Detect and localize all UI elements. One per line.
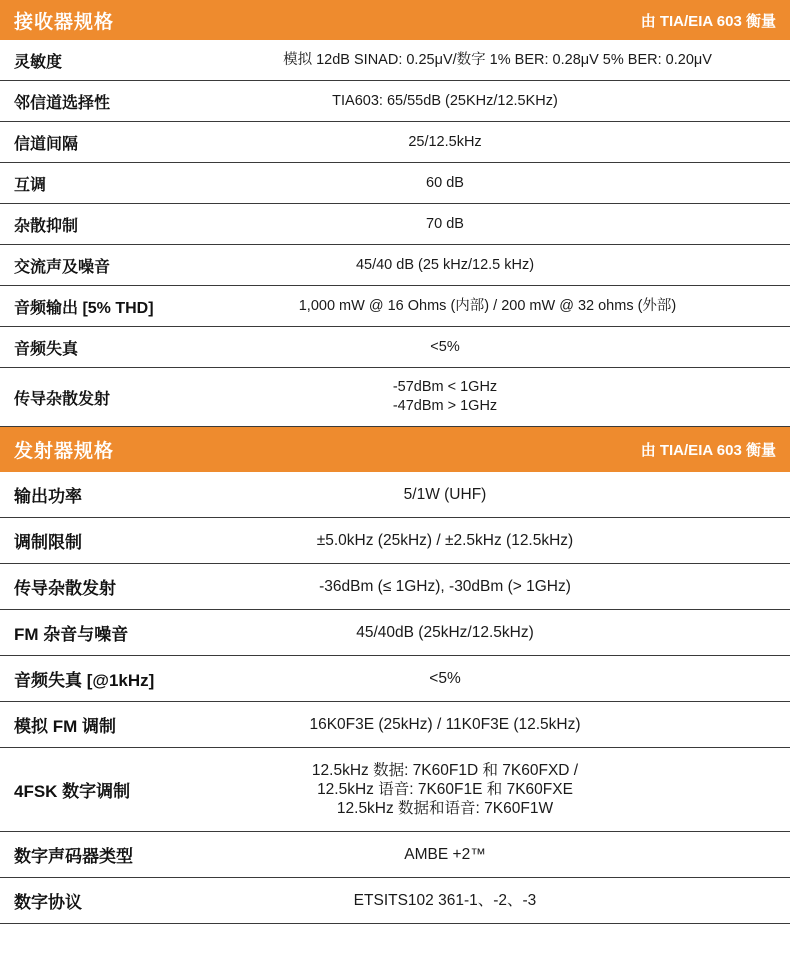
spec-label: 灵敏度 (14, 53, 63, 71)
transmitter-measurement-note: 由 TIA/EIA 603 衡量 (640, 442, 776, 459)
spec-label: 交流声及噪音 (14, 258, 111, 276)
receiver-section-header (0, 0, 790, 40)
spec-value: 5/1W (UHF) (403, 485, 487, 503)
spec-row-spurious-rejection (0, 204, 790, 245)
spec-row-audio-distortion-tx (0, 656, 790, 702)
spec-value: 60 dB (426, 175, 464, 191)
spec-value: ETSITS102 361-1、-2、-3 (353, 891, 537, 909)
spec-row-digital-protocol (0, 878, 790, 924)
spec-label: 音频失真 [@1kHz] (14, 671, 155, 690)
spec-label: 数字声码器类型 (14, 847, 133, 866)
spec-label: 4FSK 数字调制 (14, 782, 131, 801)
spec-value: -36dBm (≤ 1GHz), -30dBm (> 1GHz) (319, 577, 571, 595)
spec-row-audio-distortion (0, 327, 790, 368)
spec-label: 音频失真 (14, 340, 79, 358)
receiver-measurement-note: 由 TIA/EIA 603 衡量 (640, 12, 776, 30)
spec-value-line: 12.5kHz 语音: 7K60F1E 和 7K60FXE (317, 781, 573, 798)
spec-label: 互调 (14, 176, 47, 194)
spec-value: ±5.0kHz (25kHz) / ±2.5kHz (12.5kHz) (316, 531, 574, 549)
spec-label: 模拟 FM 调制 (14, 717, 116, 736)
spec-value-line: -57dBm < 1GHz (392, 379, 498, 395)
spec-row-conducted-spurious-emission (0, 368, 790, 427)
spec-value-line: -47dBm > 1GHz (392, 398, 498, 414)
spec-row-hum-and-noise (0, 245, 790, 286)
spec-label: 数字协议 (14, 893, 82, 912)
spec-value-line: 12.5kHz 数据和语音: 7K60F1W (336, 800, 554, 817)
spec-row-fm-hum-and-noise (0, 610, 790, 656)
spec-row-sensitivity (0, 40, 790, 81)
receiver-section-title: 接收器规格 (14, 11, 115, 33)
spec-value: 1,000 mW @ 16 Ohms (内部) / 200 mW @ 32 ohms (外部) (298, 298, 677, 314)
spec-row-modulation-limiting (0, 518, 790, 564)
spec-label: 音频输出 [5% THD] (14, 299, 154, 317)
spec-value: AMBE +2™ (404, 845, 486, 863)
spec-row-4fsk-digital-modulation (0, 748, 790, 832)
spec-value-line: 12.5kHz 数据: 7K60F1D 和 7K60FXD / (311, 762, 579, 779)
spec-row-audio-output (0, 286, 790, 327)
spec-row-adjacent-channel-selectivity (0, 81, 790, 122)
spec-label: 传导杂散发射 (14, 579, 116, 598)
spec-label: 杂散抑制 (14, 217, 79, 235)
transmitter-section-header (0, 427, 790, 472)
spec-row-analog-fm-modulation (0, 702, 790, 748)
spec-value: 25/12.5kHz (408, 134, 482, 150)
spec-label: 邻信道选择性 (14, 94, 111, 112)
spec-value: <5% (430, 339, 460, 355)
spec-label: 输出功率 (14, 487, 82, 506)
spec-value: 70 dB (426, 216, 464, 232)
spec-label: 传导杂散发射 (14, 390, 111, 408)
spec-value: <5% (429, 669, 461, 687)
spec-value: TIA603: 65/55dB (25KHz/12.5KHz) (332, 93, 558, 109)
spec-label: 调制限制 (14, 533, 82, 552)
spec-row-output-power (0, 472, 790, 518)
spec-row-intermodulation (0, 163, 790, 204)
spec-value: 模拟 12dB SINAD: 0.25μV/数字 1% BER: 0.28μV 5% BER: 0.20μV (283, 52, 712, 68)
transmitter-section (0, 427, 790, 924)
spec-row-digital-vocoder-type (0, 832, 790, 878)
spec-row-conducted-spurious-emission-tx (0, 564, 790, 610)
spec-value (205, 761, 790, 818)
spec-value (205, 378, 790, 416)
receiver-section (0, 0, 790, 427)
spec-value: 45/40 dB (25 kHz/12.5 kHz) (355, 257, 535, 273)
spec-label: FM 杂音与噪音 (14, 625, 129, 644)
spec-value: 45/40dB (25kHz/12.5kHz) (356, 623, 534, 641)
transmitter-section-title: 发射器规格 (14, 441, 115, 462)
spec-row-channel-spacing (0, 122, 790, 163)
spec-label: 信道间隔 (14, 135, 79, 153)
spec-value: 16K0F3E (25kHz) / 11K0F3E (12.5kHz) (309, 715, 581, 733)
